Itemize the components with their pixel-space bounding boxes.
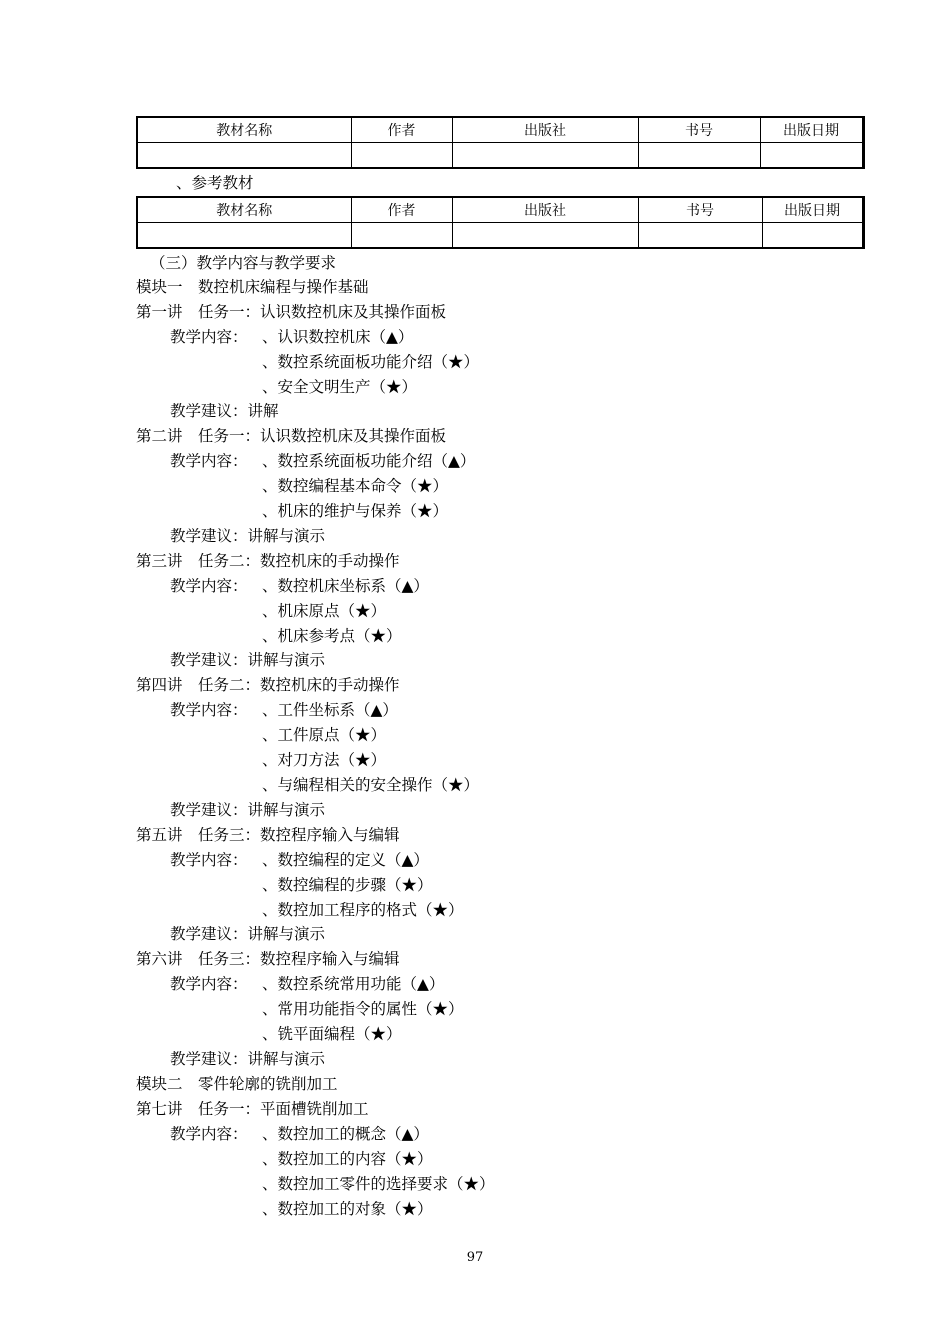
content-item: 、常用功能指令的属性（★） [262, 1000, 464, 1018]
content-item: 、数控系统常用功能（▲） [262, 975, 445, 993]
table-cell [137, 223, 351, 249]
teaching-advice: 教学建议：讲解与演示 [170, 527, 326, 545]
content-label: 教学内容： [170, 1125, 248, 1143]
content-label: 教学内容： [170, 975, 248, 993]
teaching-advice: 教学建议：讲解与演示 [170, 1050, 326, 1068]
reference-heading: 、参考教材 [176, 174, 254, 192]
table-row [137, 143, 863, 169]
table-cell [452, 223, 638, 249]
table-cell [638, 143, 760, 169]
content-item: 、对刀方法（★） [262, 751, 387, 769]
content-item: 、数控系统面板功能介绍（▲） [262, 452, 476, 470]
reference-table [136, 196, 865, 249]
col-isbn: 书号 [638, 117, 760, 143]
content-label: 教学内容： [170, 577, 248, 595]
lecture-title: 第七讲 任务一：平面槽铣削加工 [136, 1100, 369, 1118]
lecture-title: 第三讲 任务二：数控机床的手动操作 [136, 552, 400, 570]
content-item: 、工件坐标系（▲） [262, 701, 398, 719]
content-item: 、数控加工程序的格式（★） [262, 901, 464, 919]
teaching-advice: 教学建议：讲解与演示 [170, 801, 326, 819]
table-header-row [137, 117, 863, 143]
content-label: 教学内容： [170, 328, 248, 346]
lecture-title: 第五讲 任务三：数控程序输入与编辑 [136, 826, 400, 844]
col-title: 教材名称 [137, 117, 351, 143]
table-cell [351, 223, 452, 249]
table-cell [452, 143, 638, 169]
content-item: 、数控加工的概念（▲） [262, 1125, 429, 1143]
page-number: 97 [466, 1250, 484, 1265]
content-item: 、机床的维护与保养（★） [262, 502, 449, 520]
table-cell [760, 143, 863, 169]
table-cell [762, 223, 863, 249]
col-date: 出版日期 [762, 197, 863, 223]
lecture-title: 第二讲 任务一：认识数控机床及其操作面板 [136, 427, 447, 445]
col-title: 教材名称 [137, 197, 351, 223]
teaching-advice: 教学建议：讲解与演示 [170, 925, 326, 943]
content-item: 、机床原点（★） [262, 602, 387, 620]
content-item: 、数控加工零件的选择要求（★） [262, 1175, 495, 1193]
table-header-row [137, 197, 863, 223]
col-author: 作者 [351, 117, 452, 143]
col-publisher: 出版社 [452, 197, 638, 223]
content-label: 教学内容： [170, 452, 248, 470]
content-item: 、认识数控机床（▲） [262, 328, 414, 346]
content-item: 、机床参考点（★） [262, 627, 402, 645]
content-item: 、数控加工的对象（★） [262, 1200, 433, 1218]
table-cell [351, 143, 452, 169]
content-label: 教学内容： [170, 701, 248, 719]
table-cell [137, 143, 351, 169]
col-isbn: 书号 [638, 197, 762, 223]
content-item: 、数控系统面板功能介绍（★） [262, 353, 480, 371]
module-heading: 模块二 零件轮廓的铣削加工 [136, 1075, 338, 1093]
textbook-table [136, 116, 865, 169]
content-item: 、工件原点（★） [262, 726, 387, 744]
content-item: 、数控机床坐标系（▲） [262, 577, 429, 595]
lecture-title: 第四讲 任务二：数控机床的手动操作 [136, 676, 400, 694]
content-item: 、数控编程的步骤（★） [262, 876, 433, 894]
content-item: 、铣平面编程（★） [262, 1025, 402, 1043]
table-cell [638, 223, 762, 249]
content-label: 教学内容： [170, 851, 248, 869]
teaching-advice: 教学建议：讲解与演示 [170, 651, 326, 669]
content-item: 、与编程相关的安全操作（★） [262, 776, 480, 794]
col-publisher: 出版社 [452, 117, 638, 143]
table-row [137, 223, 863, 249]
content-item: 、数控加工的内容（★） [262, 1150, 433, 1168]
content-item: 、数控编程基本命令（★） [262, 477, 449, 495]
module-heading: 模块一 数控机床编程与操作基础 [136, 278, 369, 296]
teaching-advice: 教学建议：讲解 [170, 402, 279, 420]
lecture-title: 第六讲 任务三：数控程序输入与编辑 [136, 950, 400, 968]
content-item: 、安全文明生产（★） [262, 378, 418, 396]
content-item: 、数控编程的定义（▲） [262, 851, 429, 869]
lecture-title: 第一讲 任务一：认识数控机床及其操作面板 [136, 303, 447, 321]
section-heading: （三）教学内容与教学要求 [150, 254, 337, 272]
col-date: 出版日期 [760, 117, 863, 143]
col-author: 作者 [351, 197, 452, 223]
